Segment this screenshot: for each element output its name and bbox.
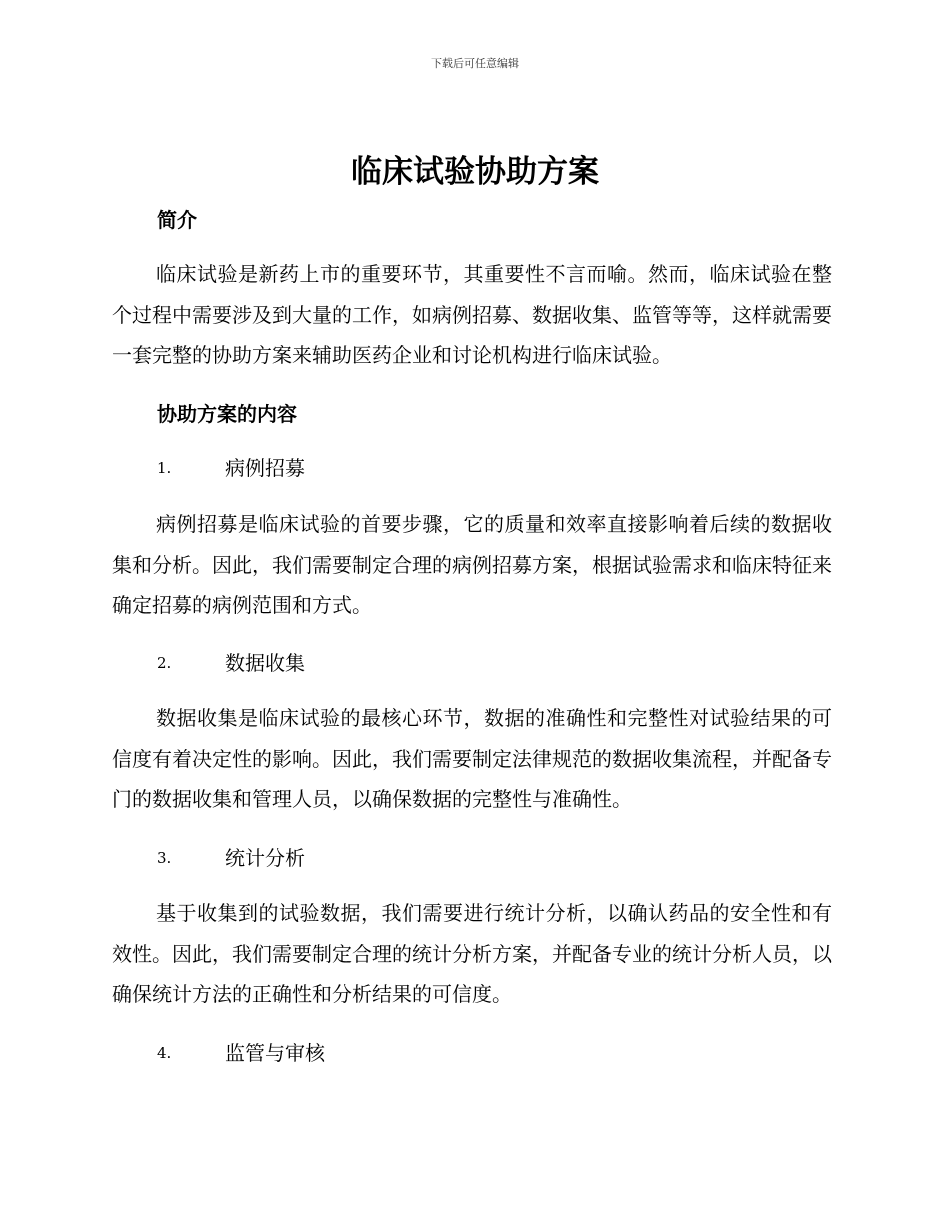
list-item-label: 数据收集 bbox=[225, 651, 305, 675]
list-item-number: 4. bbox=[157, 1044, 172, 1062]
list-item-label: 监管与审核 bbox=[225, 1041, 325, 1065]
intro-paragraph: 临床试验是新药上市的重要环节，其重要性不言而喻。然而，临床试验在整个过程中需要涉及到大量的工作，如病例招募、数据收集、监管等等，这样就需要一套完整的协助方案来辅助医药企业和讨论机构进行临床试验。 bbox=[112, 262, 832, 367]
list-item-label: 统计分析 bbox=[225, 846, 305, 870]
document-title: 临床试验协助方案 bbox=[351, 154, 599, 190]
statistical-analysis-paragraph: 基于收集到的试验数据，我们需要进行统计分析，以确认药品的安全性和有效性。因此，我们需要制定合理的统计分析方案，并配备专业的统计分析人员，以确保统计方法的正确性和分析结果的可信度。 bbox=[112, 901, 832, 1006]
section-heading-content: 协助方案的内容 bbox=[157, 402, 297, 426]
list-item-number: 3. bbox=[157, 849, 172, 867]
section-heading-intro: 简介 bbox=[157, 208, 197, 232]
list-item-number: 2. bbox=[157, 654, 172, 672]
data-collection-paragraph: 数据收集是临床试验的最核心环节，数据的准确性和完整性对试验结果的可信度有着决定性的影响。因此，我们需要制定法律规范的数据收集流程，并配备专门的数据收集和管理人员，以确保数据的完整性与准确性。 bbox=[112, 706, 832, 811]
header-note: 下载后可任意编辑 bbox=[431, 57, 519, 70]
list-item-label: 病例招募 bbox=[225, 456, 305, 480]
case-recruitment-paragraph: 病例招募是临床试验的首要步骤，它的质量和效率直接影响着后续的数据收集和分析。因此，我们需要制定合理的病例招募方案，根据试验需求和临床特征来确定招募的病例范围和方式。 bbox=[112, 512, 832, 617]
list-item-number: 1. bbox=[157, 459, 172, 477]
